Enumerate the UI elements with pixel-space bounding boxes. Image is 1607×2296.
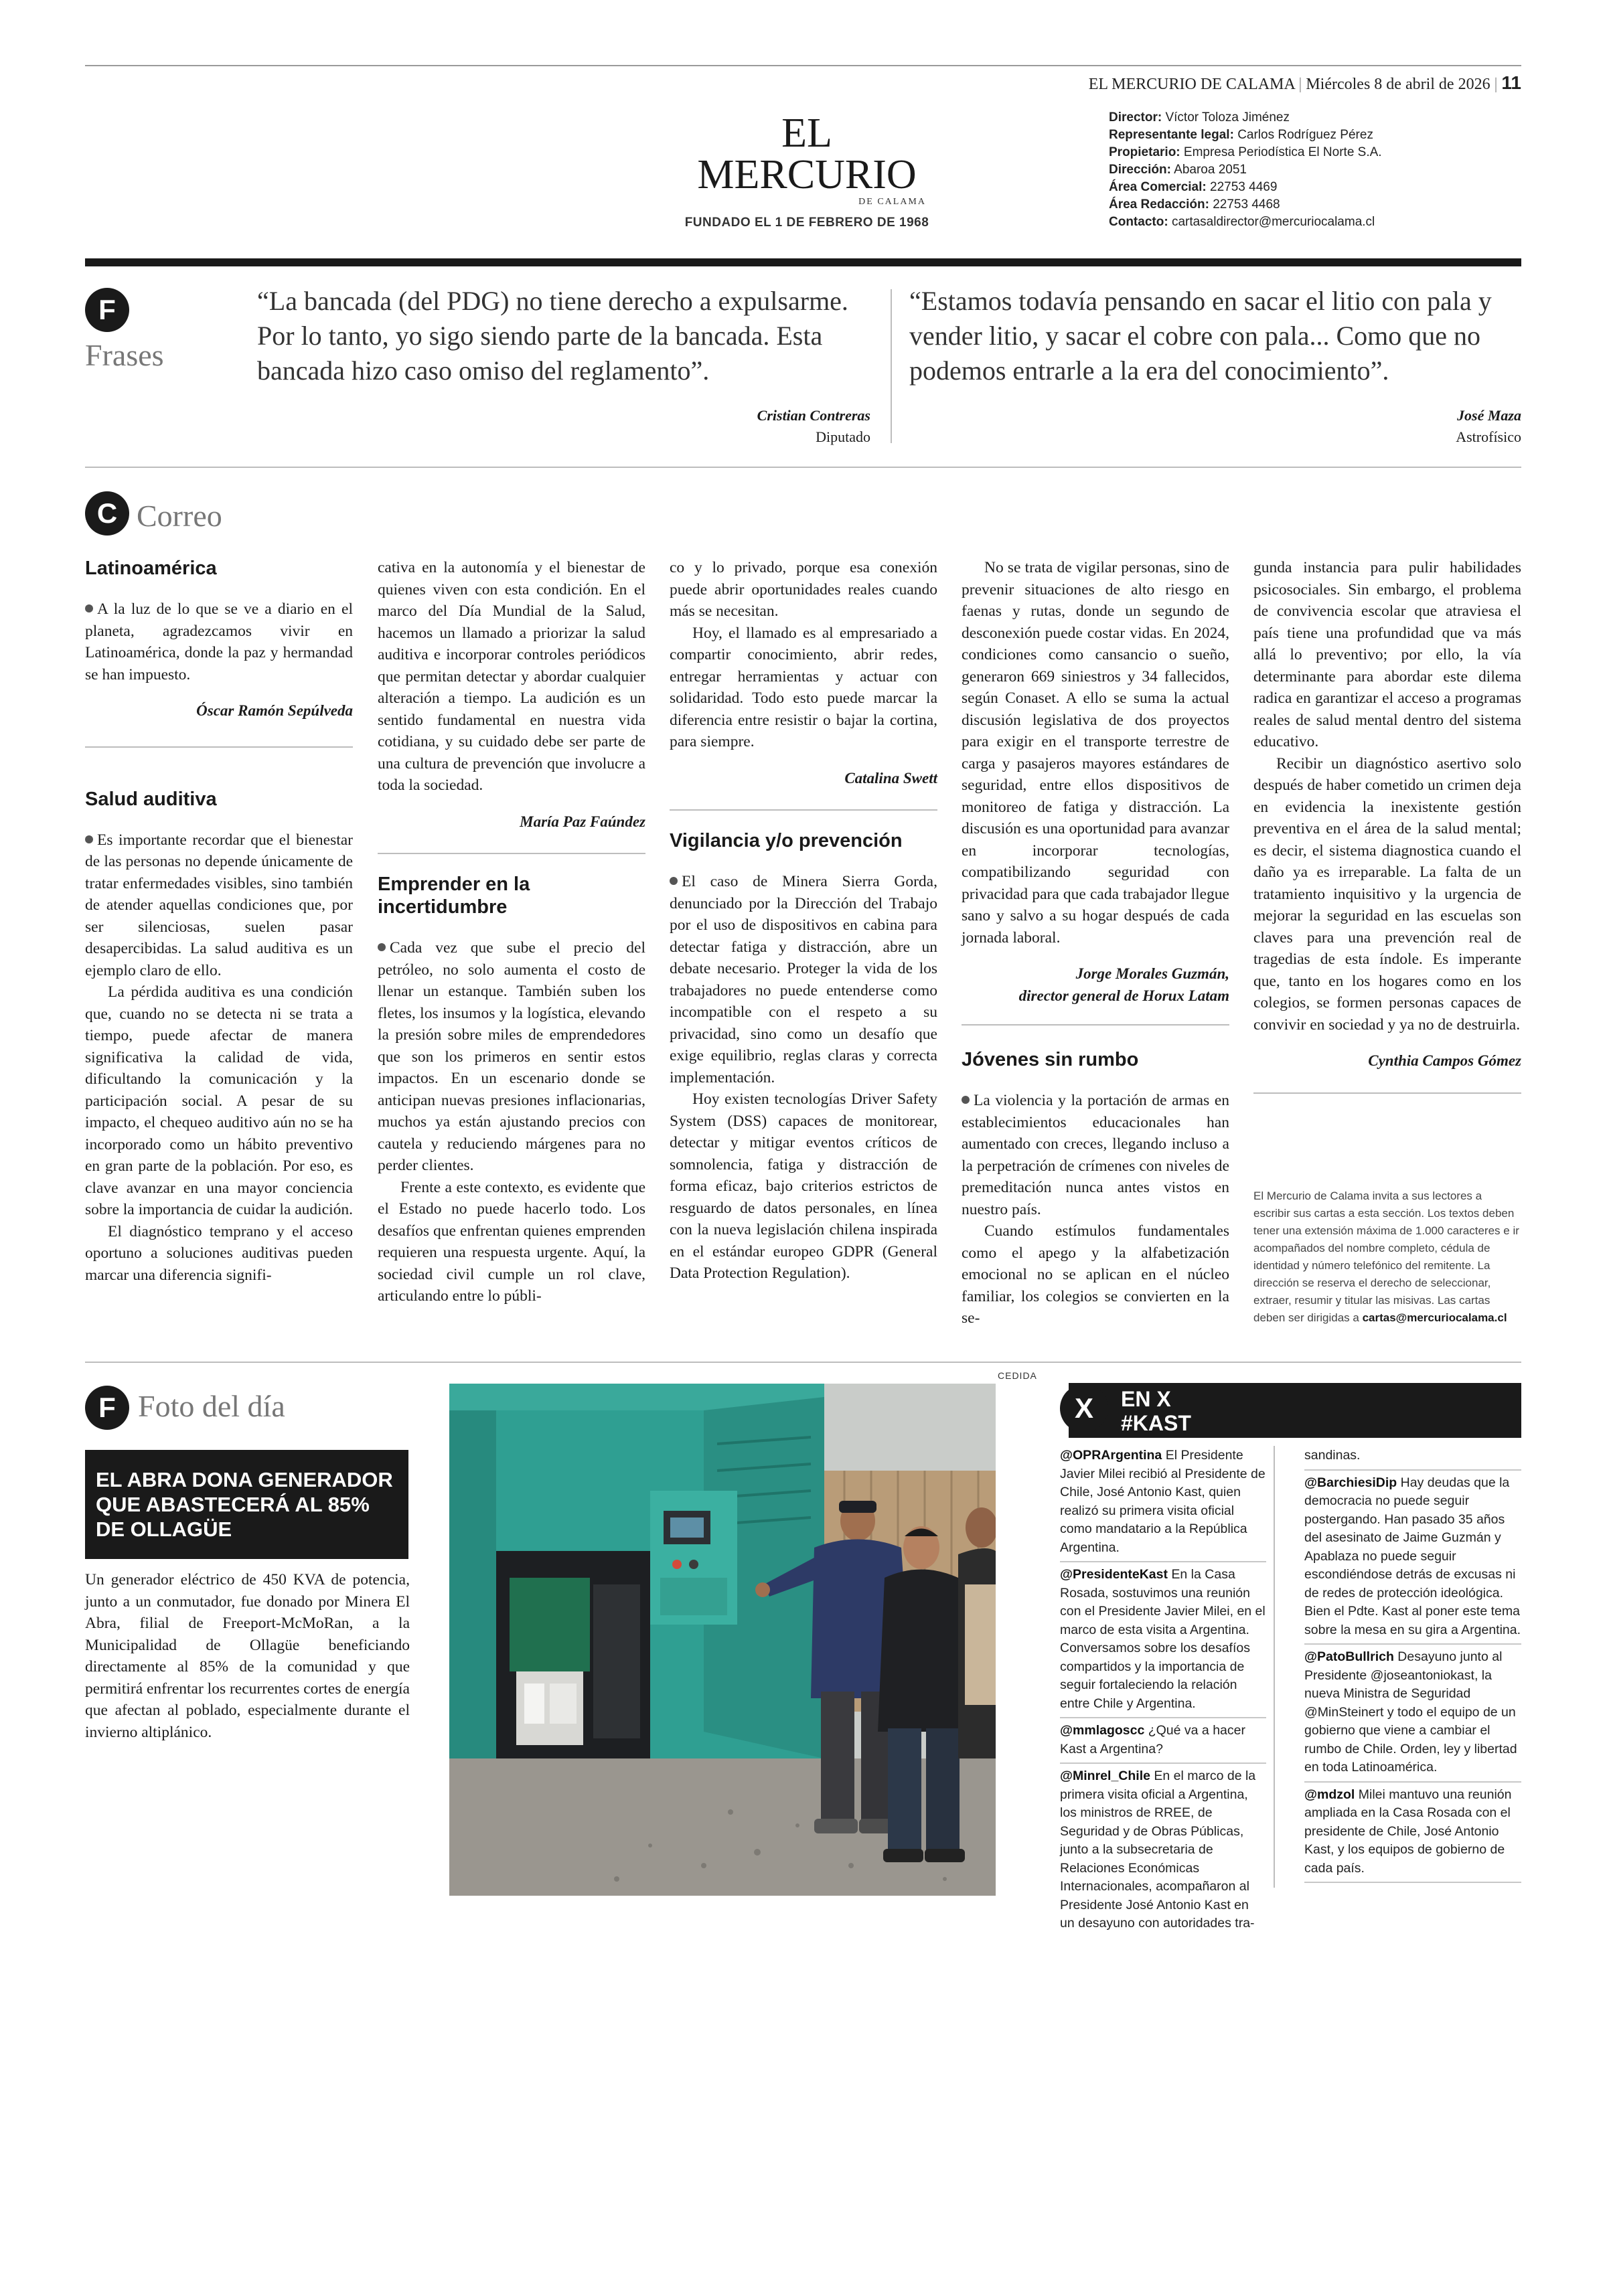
letters-column-2	[378, 557, 645, 1307]
letter-paragraph: gunda instancia para pulir habilidades psicosociales. Sin embargo, el problema de convivencia escolar que atraviesa el país tiene una profundidad que va más allá lo preventivo; por ello, la vía determinante para abordar este dilema radica en garantizar el acceso a programas reales de salud mental dentro del sistema educativo.	[1253, 559, 1521, 750]
x-hashtag: #KAST	[1121, 1411, 1191, 1435]
staff-label: Contacto:	[1109, 215, 1168, 229]
quote-author: Cristian Contreras	[757, 407, 870, 424]
staff-label: Propietario:	[1109, 145, 1180, 159]
letter-divider	[670, 809, 937, 811]
x-section-title	[1121, 1387, 1191, 1435]
letter-title: Vigilancia y/o prevención	[670, 830, 903, 851]
staff-label: Representante legal:	[1109, 128, 1234, 142]
generator-photo-image	[449, 1384, 996, 1896]
tweet-handle[interactable]: @mmlagoscc	[1060, 1723, 1145, 1738]
letter-signature: Óscar Ramón Sepúlveda	[196, 702, 353, 719]
section-divider	[85, 1362, 1521, 1363]
tweet	[1060, 1764, 1266, 1937]
letters-column-3	[670, 557, 937, 1285]
folio-paper: EL MERCURIO DE CALAMA	[1088, 76, 1295, 93]
staff-value: cartasaldirector@mercuriocalama.cl	[1171, 215, 1375, 229]
letter-divider	[1253, 1092, 1521, 1094]
letter-paragraph: Cuando estímulos fundamentales como el apego y la alfabetización emocional no se aplican en el núcleo familiar, los colegios se convierten en la se-	[962, 1222, 1229, 1327]
letter-title: Jóvenes sin rumbo	[962, 1049, 1139, 1070]
staff-row	[1109, 179, 1382, 196]
quote-text: “Estamos todavía pensando en sacar el litio con pala y vender litio, y sacar el cobre con pala... Como que no podemos entrarle a la era del conocimiento”.	[909, 286, 1492, 386]
letter-paragraph: Cada vez que sube el precio del petróleo, no solo aumenta el costo de llenar un estanque. También suben los fletes, los insumos y la logística, elevando la presión sobre miles de emprendedores que son los primeros en sentir estos impactos. En un escenario donde se anticipan nuevas presiones inflacionarias, muchos ya están ajustando precios con cautela y reduciendo márgenes para no perder clientes.	[378, 939, 645, 1174]
section-divider	[85, 467, 1521, 468]
staff-row	[1109, 161, 1382, 179]
x-logo-icon: X	[1060, 1384, 1108, 1432]
staff-value: Empresa Periodística El Norte S.A.	[1183, 145, 1382, 159]
generator-photo	[449, 1384, 996, 1896]
bullet-icon	[962, 1096, 970, 1104]
tweet-text: En el marco de la primera visita oficial a Argentina, los ministros de RREE, de Seguridad y de Obras Públicas, junto a la subsecretaria de Relaciones Económicas Internacionales, acompañaron al Presidente José Antonio Kast en un desayuno con autoridades tra-	[1060, 1769, 1256, 1931]
tweet-text: Hay deudas que la democracia no puede seguir postergando. Han pasado 35 años del asesinato de Jaime Guzmán y Apablaza no puede seguir escondiéndose detrás de excusas ni de redes de protección ideológica. Bien el Pdte. Kast al poner este tema sobre la mesa en su gira a Argentina.	[1304, 1475, 1521, 1637]
staff-label: Área Comercial:	[1109, 180, 1207, 194]
tweet-text: sandinas.	[1304, 1448, 1361, 1463]
x-title-line: EN X	[1121, 1387, 1171, 1411]
letter-signature: Cynthia Campos Gómez	[1368, 1052, 1521, 1069]
section-rule	[85, 258, 1521, 266]
staff-box	[1109, 109, 1382, 231]
tweets-column-left	[1060, 1443, 1266, 1937]
page-folio	[1089, 72, 1521, 94]
staff-value: 22753 4469	[1210, 180, 1278, 194]
staff-row	[1109, 127, 1382, 144]
foto-section-title: Foto del día	[138, 1389, 285, 1423]
letter-title: Salud auditiva	[85, 788, 217, 810]
tweet-handle[interactable]: @OPRArgentina	[1060, 1448, 1162, 1463]
letter-signature: María Paz Faúndez	[520, 813, 645, 830]
tweet-handle[interactable]: @mdzol	[1304, 1787, 1355, 1802]
frases-section-title: Frases	[85, 338, 164, 372]
letter-paragraph: Es importante recordar que el bienestar de las personas no depende únicamente de tratar enfermedades visibles, sino también de atender aquellas condiciones que, por ser silenciosas, suelen pasar desapercibidas. La salud auditiva es un ejemplo claro de ello.	[85, 831, 353, 979]
letter-paragraph: cativa en la autonomía y el bienestar de quienes viven con esta condición. En el marco del Día Mundial de la Salud, hacemos un llamado a priorizar la salud auditiva e incorporar controles periódicos que permitan detectar y abordar cualquier alteración a tiempo. La audición es un sentido fundamental en nuestra vida cotidiana, y su cuidado debe ser parte de una cultura de prevención que involucre a toda la sociedad.	[378, 559, 645, 794]
letters-email-link[interactable]: cartas@mercuriocalama.cl	[1362, 1311, 1507, 1324]
tweet-text: Milei mantuvo una reunión ampliada en la Casa Rosada con el presidente de Chile, José Antonio Kast, y los equipos de gobierno de cada país.	[1304, 1787, 1512, 1876]
staff-row	[1109, 109, 1382, 127]
letter-divider	[378, 853, 645, 854]
tweet-text: En la Casa Rosada, sostuvimos una reunión con el Presidente Javier Milei, en el marco de esta visita a Argentina. Conversamos sobre los desafíos compartidos y la importancia de seguir fortaleciendo la relación entre Chile y Argentina.	[1060, 1567, 1266, 1711]
correo-section-title: Correo	[137, 499, 222, 533]
letters-column-4	[962, 557, 1229, 1329]
tweet	[1060, 1718, 1266, 1764]
staff-value: Víctor Toloza Jiménez	[1165, 110, 1290, 125]
column-divider	[891, 289, 892, 443]
correo-badge-icon: C	[85, 491, 129, 536]
tweet	[1304, 1443, 1521, 1471]
newspaper-name: EL MERCURIO	[697, 110, 917, 197]
tweet-handle[interactable]: @Minrel_Chile	[1060, 1769, 1150, 1783]
letter-paragraph: Recibir un diagnóstico asertivo solo después de haber cometido un crimen deja en evidencia la inexistente gestión preventiva en el área de la salud mental; es decir, el sistema diagnostica cuando el daño ya es irreparable. La falta de un tratamiento inquisitivo y la urgencia de mejorar la seguridad en las escuelas son claves para una prevención real de tragedias de esta índole. Es imperante que, tanto en los hogares como en los colegios, se formen personas capaces de convivir en sociedad y ya no de destruirla.	[1253, 754, 1521, 1034]
photo-credit: CEDIDA	[998, 1370, 1037, 1381]
bullet-icon	[378, 943, 386, 951]
letter-title: Emprender en la incertidumbre	[378, 874, 530, 918]
tweets-column-right	[1304, 1443, 1521, 1883]
folio-separator: |	[1494, 76, 1502, 93]
tweet	[1304, 1645, 1521, 1783]
staff-value: 22753 4468	[1213, 197, 1280, 212]
letter-paragraph: Hoy existen tecnologías Driver Safety System (DSS) capaces de monitorear, detectar y mitigar eventos críticos de somnolencia, fatiga y distracción de forma eficaz, bajo criterios estrictos de resguardo de datos personales, en línea con la nueva legislación chilena inspirada en el estándar europeo GDPR (General Data Protection Regulation).	[670, 1090, 937, 1282]
letter-paragraph: Frente a este contexto, es evidente que el Estado no puede hacerlo todo. Los desafíos que enfrentan quienes emprenden requieren una respuesta urgente. Aquí, la sociedad civil cumple un rol clave, articulando entre lo públi-	[378, 1178, 645, 1305]
top-rule	[85, 65, 1521, 66]
letter-paragraph: A la luz de lo que se ve a diario en el planeta, agradezcamos vivir en Latinoamérica, donde la paz y hermandad se han impuesto.	[85, 600, 353, 683]
letter-divider	[85, 746, 353, 748]
tweet	[1304, 1471, 1521, 1645]
staff-row	[1109, 144, 1382, 161]
quote-role: Astrofísico	[1456, 428, 1521, 445]
letter-title: Latinoamérica	[85, 558, 217, 579]
tweet-handle[interactable]: @PresidenteKast	[1060, 1567, 1168, 1582]
letter-paragraph: El diagnóstico temprano y el acceso oportuno a soluciones auditivas pueden marcar una diferencia signifi-	[85, 1222, 353, 1284]
tweet-text: Desayuno junto al Presidente @joseantoniokast, la nueva Ministra de Seguridad @MinSteinert y todo el equipo de un gobierno que viene a cambiar el rumbo de Chile. Orden, ley y libertad en toda Latinoamérica.	[1304, 1649, 1517, 1775]
tweet-text: El Presidente Javier Milei recibió al Presidente de Chile, José Antonio Kast, quien realizó su primera visita oficial como mandatario a la República Argentina.	[1060, 1448, 1266, 1555]
staff-label: Director:	[1109, 110, 1162, 125]
tweet	[1304, 1783, 1521, 1884]
masthead	[673, 112, 941, 230]
tweet-handle[interactable]: @BarchiesiDip	[1304, 1475, 1397, 1490]
tweets-divider	[1274, 1446, 1275, 1888]
note-text: El Mercurio de Calama invita a sus lectores a escribir sus cartas a esta sección. Los textos deben tener una extensión máxima de 1.000 caracteres e ir acompañados del nombre completo, cédula de identidad y número telefónico del remitente. La dirección se reserva el derecho de seleccionar, extraer, resumir y titular las misivas. Las cartas deben ser dirigidas a	[1253, 1190, 1519, 1324]
letter-signature: Jorge Morales Guzmán,	[1075, 965, 1229, 982]
letters-column-5	[1253, 557, 1521, 1117]
quote-role: Diputado	[816, 428, 870, 445]
frases-badge-icon: F	[85, 288, 129, 332]
bullet-icon	[85, 835, 93, 843]
staff-row	[1109, 196, 1382, 214]
staff-label: Área Redacción:	[1109, 197, 1209, 212]
tweet-text: ¿Qué va a hacer Kast a Argentina?	[1060, 1723, 1245, 1756]
bullet-icon	[85, 604, 93, 612]
tweet	[1060, 1562, 1266, 1718]
staff-row	[1109, 214, 1382, 231]
folio-separator: |	[1298, 76, 1306, 93]
newspaper-city: DE CALAMA	[858, 197, 926, 207]
page-number: 11	[1501, 72, 1521, 93]
tweet-handle[interactable]: @PatoBullrich	[1304, 1649, 1394, 1664]
letter-paragraph: El caso de Minera Sierra Gorda, denunciado por la Dirección del Trabajo por el uso de dispositivos en cabina para detectar fatiga y distracción, abre un debate necesario. Proteger la vida de los trabajadores no puede entenderse como incompatible con el respeto a su privacidad, sino como un desafío que exige equilibrio, reglas claras y correcta implementación.	[670, 873, 937, 1086]
letter-signature: Catalina Swett	[844, 769, 937, 787]
letter-divider	[962, 1024, 1229, 1026]
quote-text: “La bancada (del PDG) no tiene derecho a expulsarme. Por lo tanto, yo sigo siendo parte de la bancada. Esta bancada hizo caso omiso del reglamento”.	[257, 286, 848, 386]
quote-author: José Maza	[1457, 407, 1521, 424]
photo-caption: Un generador eléctrico de 450 KVA de potencia, junto a un conmutador, fue donado por Minera El Abra, filial de Freeport-McMoRan, a la Municipalidad de Ollagüe beneficiando directamente al 85% de la comunidad y que permitirá enfrentar los recurrentes cortes de energía que afectan al poblado, especialmente durante el invierno altiplánico.	[85, 1571, 410, 1741]
letter-paragraph: La pérdida auditiva es una condición que, cuando no se detecta ni se trata a tiempo, puede afectar de manera significativa la calidad de vida, dificultando la comunicación y la participación social. A pesar de su impacto, el chequeo auditivo aún no se ha incorporado como un hábito preventivo en gran parte de la población. Por eso, es clave avanzar en una mayor conciencia sobre la importancia de cuidar la audición.	[85, 983, 353, 1218]
letter-signature-role: director general de Horux Latam	[1018, 987, 1229, 1004]
staff-value: Carlos Rodríguez Pérez	[1237, 128, 1373, 142]
folio-date: Miércoles 8 de abril de 2026	[1306, 76, 1490, 93]
founded-line: FUNDADO EL 1 DE FEBRERO DE 1968	[684, 216, 929, 230]
tweet	[1060, 1443, 1266, 1562]
letters-column-1	[85, 557, 353, 1286]
letter-paragraph: Hoy, el llamado es al empresariado a compartir conocimiento, abrir redes, entregar herramientas y actuar con solidaridad. Todo esto puede marcar la diferencia entre resistir o bajar la cortina, para siempre.	[670, 624, 937, 750]
letter-paragraph: co y lo privado, porque esa conexión puede abrir oportunidades reales cuando más se necesitan.	[670, 559, 937, 620]
staff-value: Abaroa 2051	[1174, 163, 1247, 177]
x-section-header	[1069, 1383, 1521, 1438]
letters-policy-note	[1253, 1187, 1521, 1327]
bullet-icon	[670, 877, 678, 885]
staff-label: Dirección:	[1109, 163, 1171, 177]
letter-paragraph: No se trata de vigilar personas, sino de prevenir situaciones de alto riesgo en faenas y rutas, donde un segundo de desconexión puede costar vidas. En 2024, condiciones como cansancio o sueño, generaron 669 siniestros y 34 fallecidos, según Conaset. A ello se suma la actual discusión legislativa de dos proyectos para exigir en el transporte terrestre de carga y pasajeros mayores estándares de seguridad, entre ellos dispositivos de monitoreo de fatiga y distracción. La discusión es una oportunidad para avanzar en incorporar tecnologías, compatibilizando seguridad con privacidad para que cada trabajador llegue sano y salvo a su hogar después de cada jornada laboral.	[962, 559, 1229, 947]
photo-headline: EL ABRA DONA GENERADOR QUE ABASTECERÁ AL 85% DE OLLAGÜE	[85, 1450, 408, 1559]
letter-paragraph: La violencia y la portación de armas en establecimientos educacionales han aumentado con creces, llegando incluso a la perpetración de crímenes con niveles de premeditación nunca antes vistos en nuestro país.	[962, 1092, 1229, 1218]
foto-badge-icon: F	[85, 1386, 129, 1430]
